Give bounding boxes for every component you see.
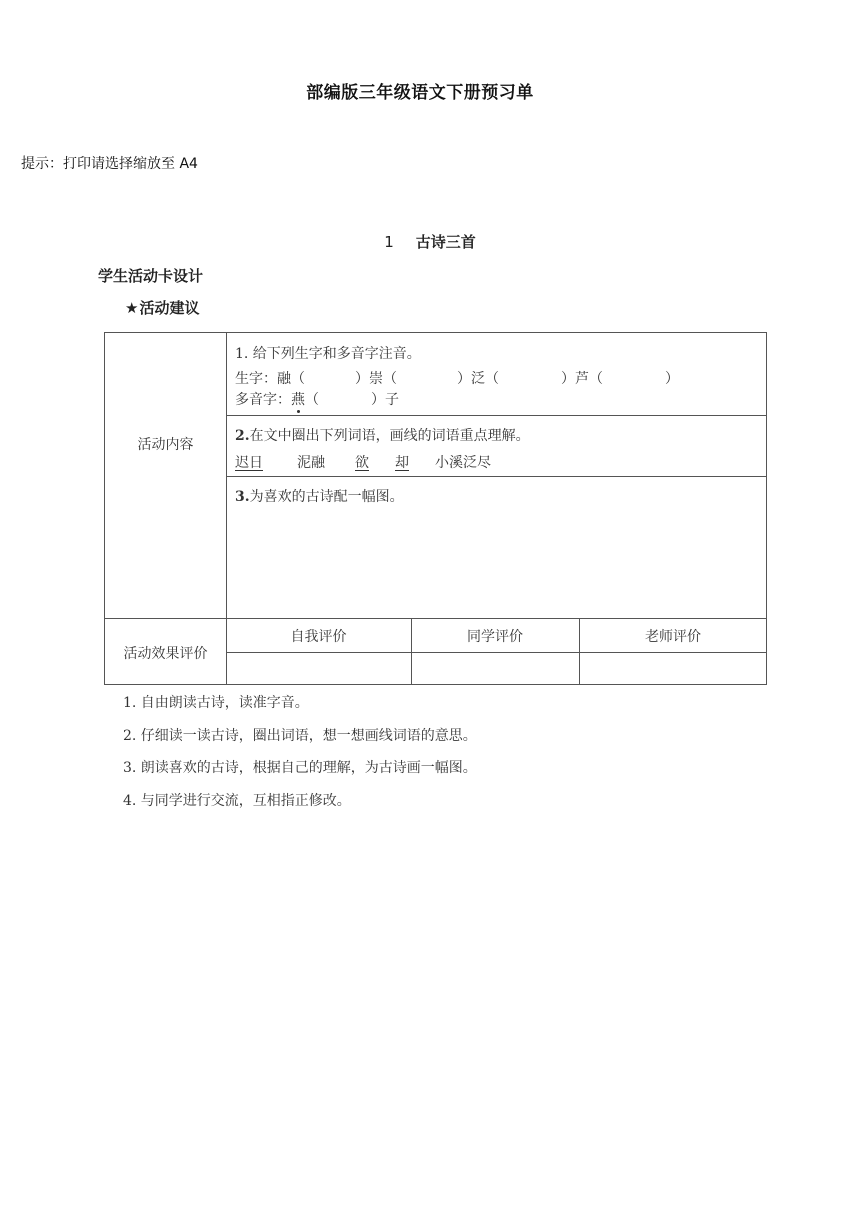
task2-number: 2.	[235, 428, 250, 444]
polyphone-open: （	[305, 392, 319, 408]
step-item: 3. 朗读喜欢的古诗，根据自己的理解，为古诗画一幅图。	[123, 760, 477, 776]
word-item: 迟日	[235, 455, 263, 471]
new-char-item: ）崇（	[355, 371, 397, 387]
step-item: 4. 与同学进行交流，互相指正修改。	[123, 792, 351, 809]
star-icon: ★	[125, 299, 139, 317]
task2-heading	[235, 425, 530, 445]
word-item: 却	[395, 455, 409, 471]
step-item: 2. 仔细读一读古诗，圈出词语，想一想画线词语的意思。	[123, 727, 477, 744]
word-item: 小溪泛尽	[435, 455, 491, 471]
word-item: 泥融	[297, 455, 325, 471]
new-chars-label: 生字：	[235, 371, 277, 387]
evaluation-label: 活动效果评价	[123, 646, 208, 662]
peer-evaluation-header: 同学评价	[467, 629, 523, 645]
polyphone-row	[235, 389, 399, 409]
polyphone-char: 燕	[291, 389, 305, 409]
word-item: 欲	[355, 455, 369, 471]
polyphone-label: 多音字：	[235, 392, 291, 408]
activity-card-table	[104, 332, 767, 685]
table-divider-row3	[105, 618, 767, 619]
task3-number: 3.	[235, 489, 250, 505]
activity-suggestion-label: 活动建议	[139, 299, 200, 317]
task2-word-list	[235, 452, 491, 472]
print-hint: 提示：打印请选择缩放至 A4	[21, 156, 198, 172]
table-divider-row2	[226, 476, 767, 477]
task3-text: 为喜欢的古诗配一幅图。	[249, 489, 404, 505]
task1-heading: 1. 给下列生字和多音字注音。	[235, 346, 421, 362]
table-divider-row4	[226, 652, 767, 653]
lesson-name: 古诗三首	[415, 233, 476, 251]
new-char-item: ）芦（	[561, 371, 603, 387]
new-char-item: ）泛（	[457, 371, 499, 387]
task2-text: 在文中圈出下列词语，画线的词语重点理解。	[249, 428, 530, 444]
step-item: 1. 自由朗读古诗，读准字音。	[123, 695, 309, 711]
self-evaluation-header: 自我评价	[290, 629, 347, 645]
activity-content-label: 活动内容	[137, 437, 194, 453]
table-divider-row1	[226, 415, 767, 416]
polyphone-close: ）子	[371, 392, 399, 408]
teacher-evaluation-header: 老师评价	[645, 629, 701, 645]
activity-suggestion-heading	[125, 297, 199, 318]
new-chars-row	[235, 368, 679, 388]
document-title: 部编版三年级语文下册预习单	[306, 83, 534, 103]
lesson-number: 1	[384, 233, 394, 251]
activity-steps-list	[123, 693, 477, 823]
new-char-item: ）	[665, 371, 679, 387]
lesson-title	[0, 231, 860, 252]
section-heading: 学生活动卡设计	[98, 267, 204, 285]
task3-heading	[235, 486, 404, 506]
new-char-item: 融（	[277, 371, 305, 387]
